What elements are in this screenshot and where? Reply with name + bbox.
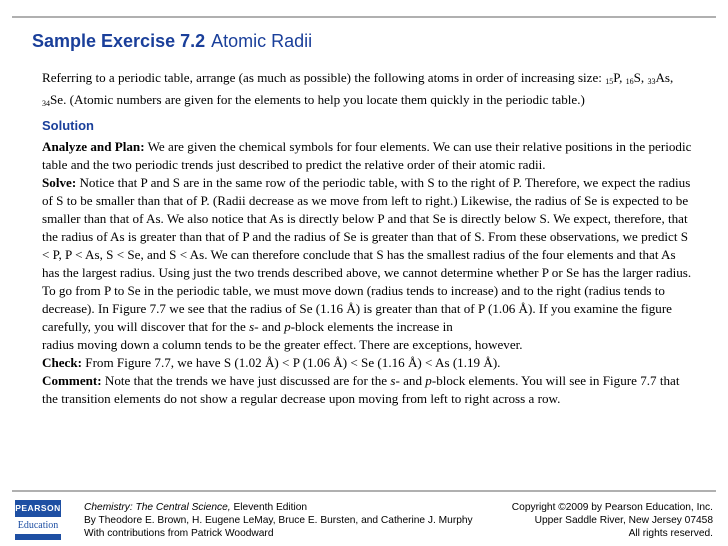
top-rule xyxy=(12,16,716,18)
solution-heading: Solution xyxy=(42,118,94,133)
analyze-section: Analyze and Plan: We are given the chemical symbols for four elements. We can use their relative positions in the periodic table and the two periodic trends just described to predict the relative order of their atomic radii. xyxy=(42,139,692,172)
pearson-logo: PEARSON Education xyxy=(15,500,61,540)
problem-statement: Referring to a periodic table, arrange (as much as possible) the following atoms in order of increasing size: $_{15}$P, $_{16}$S, $_{33}$As, $_{34}$Se. (Atomic numbers are given for the elements to help you locate them quickly in the periodic table.) xyxy=(42,70,674,108)
solve-continuation: radius moving down a column tends to be the greater effect. There are exceptions, however. xyxy=(42,337,523,352)
page-title xyxy=(32,31,312,52)
atom-s: $_{16}$S, xyxy=(625,70,648,86)
comment-section: Comment: Note that the trends we have just discussed are for the s- and p-block elements. You will see in Figure 7.7 that the transition elements do not show a regular decrease upon moving from left to right across a row. xyxy=(42,373,680,406)
book-title: Chemistry: The Central Science, xyxy=(84,502,231,513)
exercise-body xyxy=(42,69,692,408)
copyright-notice: Copyright ©2009 by Pearson Education, Inc. Upper Saddle River, New Jersey 07458 All rights reserved. xyxy=(511,502,713,539)
check-section: Check: From Figure 7.7, we have S (1.02 Å) < P (1.06 Å) < Se (1.16 Å) < As (1.19 Å). xyxy=(42,355,501,370)
solve-section: Solve: Notice that P and S are in the same row of the periodic table, with S to the right of P. Therefore, we expect the radius of S to be smaller than that of P. (Radii decrease as we move from left to right.) Likewise, the radius of Se is expected to be smaller than that of As. We also notice that As is directly below P and that Se is directly below S. We expect, therefore, that the radius of As is greater than that of P and the radius of Se is greater than that of S. From these observations, we predict S < P, P < As, S < Se, and S < As. We can therefore conclude that S has the smallest radius of the four elements and that As has the largest radius. Using just the two trends described above, we cannot determine whether P or Se has the larger radius. To go from P to Se in the periodic table, we must move down (radius tends to increase) and to the right (radius tends to decrease). In Figure 7.7 we see that the radius of Se (1.16 Å) is greater than that of P (1.06 Å). If you examine the figure carefully, you will discover that for the s- and p-block elements the increase in xyxy=(42,175,692,334)
exercise-number: Sample Exercise 7.2 xyxy=(32,31,206,51)
footer-rule xyxy=(12,490,716,492)
book-authors: By Theodore E. Brown, H. Eugene LeMay, Bruce E. Bursten, and Catherine J. Murphy xyxy=(84,515,473,526)
book-contributors: With contributions from Patrick Woodward xyxy=(84,528,274,539)
solve-label: Solve: xyxy=(42,175,77,190)
atom-se: $_{34}$Se. xyxy=(42,92,70,108)
analyze-label: Analyze and Plan: xyxy=(42,139,145,154)
atom-p: $_{15}$P, xyxy=(605,70,626,86)
book-citation: Chemistry: The Central Science, Eleventh Edition By Theodore E. Brown, H. Eugene LeMay, Bruce E. Bursten, and Catherine J. Murphy With contributions from Patrick Woodward xyxy=(84,502,473,539)
check-label: Check: xyxy=(42,355,83,370)
exercise-title: Atomic Radii xyxy=(211,31,313,51)
atom-as: $_{33}$As, xyxy=(647,70,674,86)
comment-label: Comment: xyxy=(42,373,102,388)
